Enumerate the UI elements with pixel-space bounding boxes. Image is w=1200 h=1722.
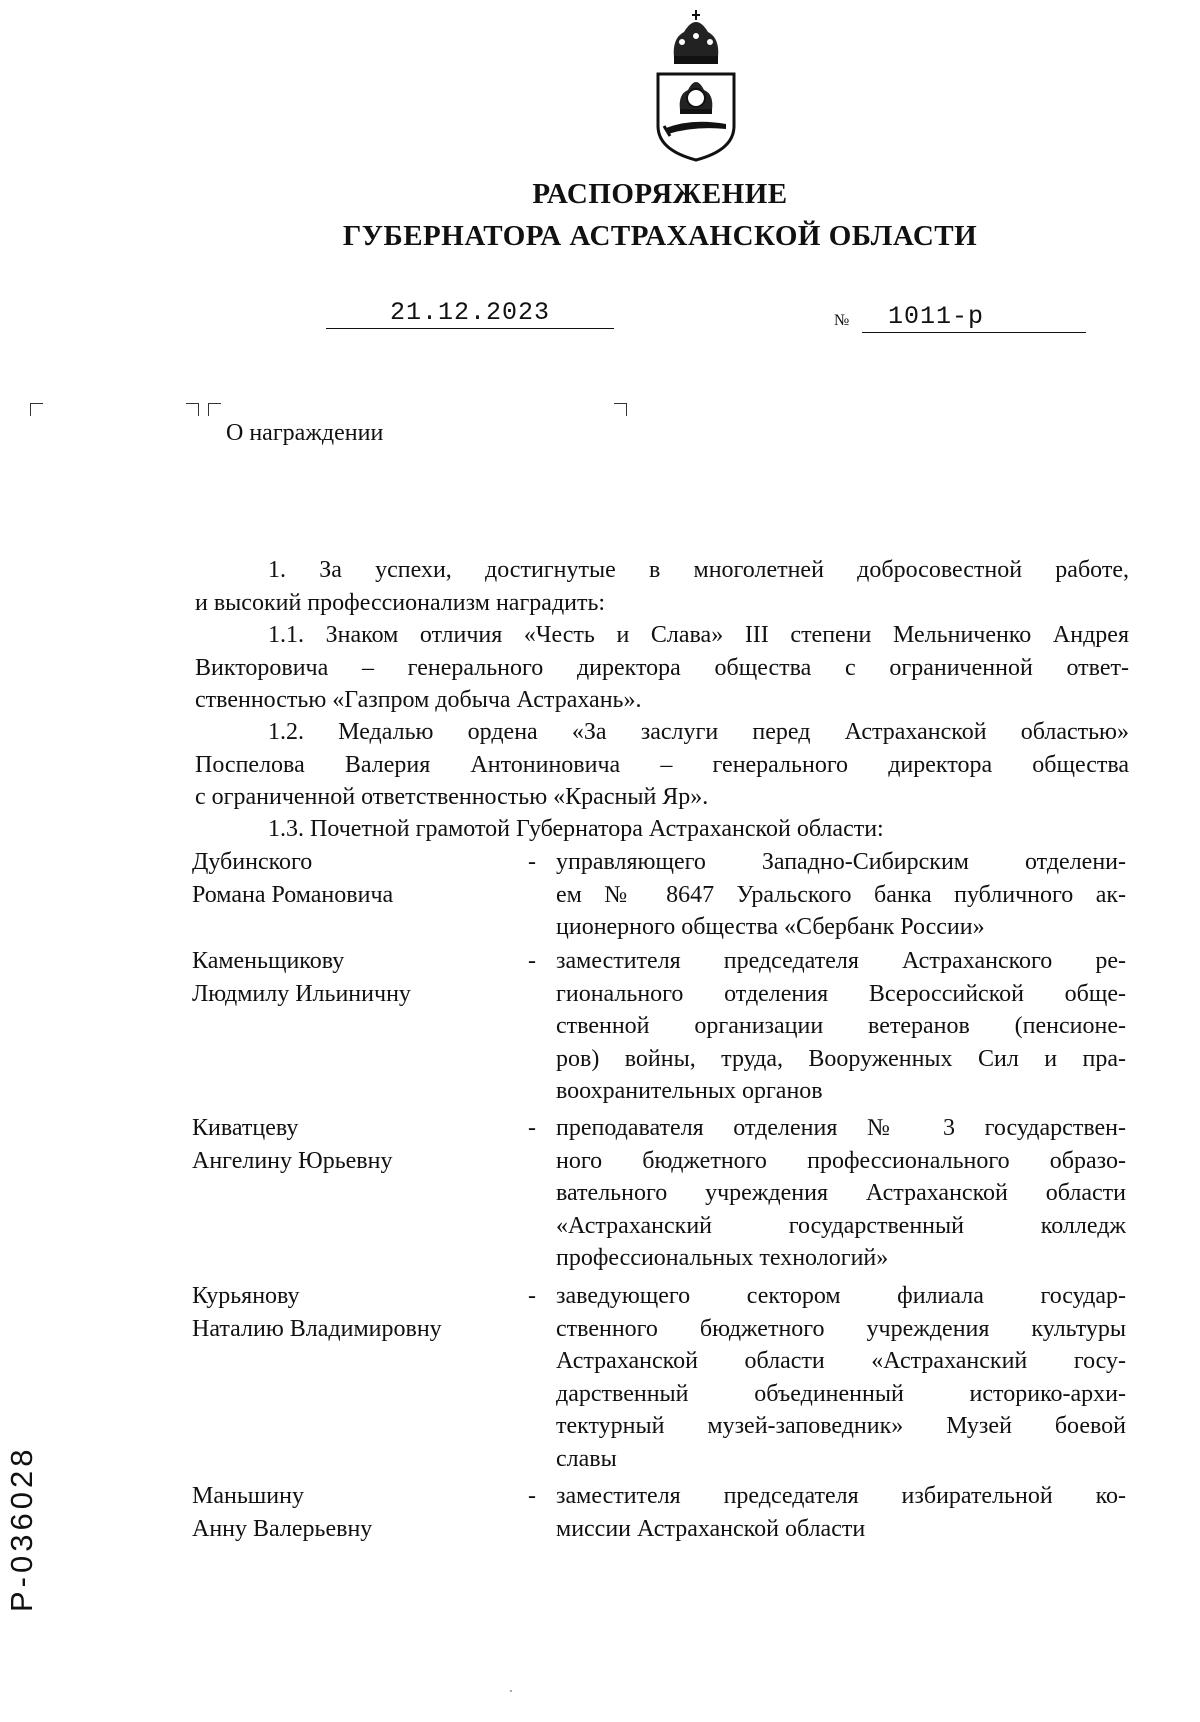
paragraph-line: и высокий профессионализм наградить: [195,589,606,616]
position-line: воохранительных органов [556,1078,823,1104]
paragraph-line: 1.2. Медалью ордена «За заслуги перед Астраханской областью» [268,719,1129,745]
scan-speck [510,1690,512,1692]
awardee-name [192,846,393,911]
awardee-surname: Каменьщикову [192,948,345,974]
position-line: заместителя председателя избирательной ко- [556,1483,1126,1509]
awardee-position [556,1280,1126,1475]
position-line: ем № 8647 Уральского банка публичного ак- [556,881,1126,908]
awardee-surname: Курьянову [192,1283,300,1309]
paragraph-line: 1. За успехи, достигнутые в многолетней добросовестной работе, [268,557,1129,583]
awardee-position [556,945,1126,1108]
paragraph-line: Викторовича – генерального директора общества с ограниченной ответ- [195,654,1129,681]
awardee-name [192,1480,372,1545]
paragraph-line: 1.1. Знаком отличия «Честь и Слава» III степени Мельниченко Андрея [268,622,1129,648]
position-line: преподавателя отделения № 3 государствен- [556,1115,1126,1141]
position-line: «Астраханский государственный колледж [556,1212,1126,1239]
awardee-given-names: Ангелину Юрьевну [192,1147,393,1174]
document-title: РАСПОРЯЖЕНИЕ [532,178,788,210]
position-line: гионального отделения Всероссийской обще- [556,980,1126,1007]
awardee-surname: Маньшину [192,1483,304,1509]
paragraph-line: ственностью «Газпром добыча Астрахань». [195,687,642,713]
awardee-dash: - [528,1115,536,1141]
position-line: ственной организации ветеранов (пенсионе- [556,1013,1126,1039]
awardee-position [556,1112,1126,1275]
paragraph-1 [195,554,1129,619]
document-subject: О награждении [226,420,384,446]
awardee-position [556,1480,1126,1545]
paragraph-1-1 [195,619,1129,717]
paragraph-line: с ограниченной ответственностью «Красный Яр». [195,784,709,810]
position-line: ров) войны, труда, Вооруженных Сил и пра- [556,1045,1126,1072]
position-line: заведующего сектором филиала государ- [556,1283,1126,1309]
awardee-dash: - [528,948,536,974]
corner-mark-subject-start [208,403,221,416]
awardee-given-names: Наталию Владимировну [192,1315,442,1342]
form-serial-number: Р-036028 [4,1445,39,1612]
number-sign: № [834,312,850,329]
awardee-dash: - [528,849,536,875]
awardee-given-names: Романа Романовича [192,881,394,908]
awardee-name [192,1280,442,1345]
awardee-dash: - [528,1283,536,1309]
document-date: 21.12.2023 [389,298,551,327]
position-line: Астраханской области «Астраханский госу- [556,1348,1126,1374]
position-line: управляющего Западно-Сибирским отделени- [556,849,1126,875]
awardee-name [192,1112,392,1177]
corner-mark-subject-end [614,403,627,416]
awardee-given-names: Анну Валерьевну [192,1515,373,1542]
position-line: заместителя председателя Астраханского ре- [556,948,1126,974]
position-line: дарственный объединенный историко-архи- [556,1380,1126,1407]
date-underline [326,328,614,329]
awardee-name [192,945,411,1010]
document-number: 1011-р [888,302,985,331]
position-line: вательного учреждения Астраханской области [556,1180,1126,1206]
position-line: ционерного общества «Сбербанк России» [556,914,985,940]
coat-of-arms-emblem [652,8,740,164]
number-underline [862,332,1086,333]
awardee-surname: Киватцеву [192,1115,299,1141]
awardee-dash: - [528,1483,536,1509]
corner-mark-left [30,403,43,416]
document-issuer: ГУБЕРНАТОРА АСТРАХАНСКОЙ ОБЛАСТИ [342,220,978,252]
paragraph-line: Поспелова Валерия Антониновича – генерального директора общества [195,751,1129,778]
corner-mark-subject-left [186,403,199,416]
paragraph-1-3 [195,813,1129,846]
awardee-given-names: Людмилу Ильиничну [192,980,411,1007]
position-line: ственного бюджетного учреждения культуры [556,1315,1126,1342]
awardee-surname: Дубинского [192,849,313,875]
position-line: профессиональных технологий» [556,1245,889,1271]
paragraph-1-2 [195,716,1129,814]
position-line: тектурный музей-заповедник» Музей боевой [556,1413,1126,1439]
paragraph-line: 1.3. Почетной грамотой Губернатора Астраханской области: [268,816,884,842]
position-line: ного бюджетного профессионального образо- [556,1147,1126,1174]
position-line: миссии Астраханской области [556,1515,866,1542]
awardee-position [556,846,1126,944]
position-line: славы [556,1445,617,1472]
